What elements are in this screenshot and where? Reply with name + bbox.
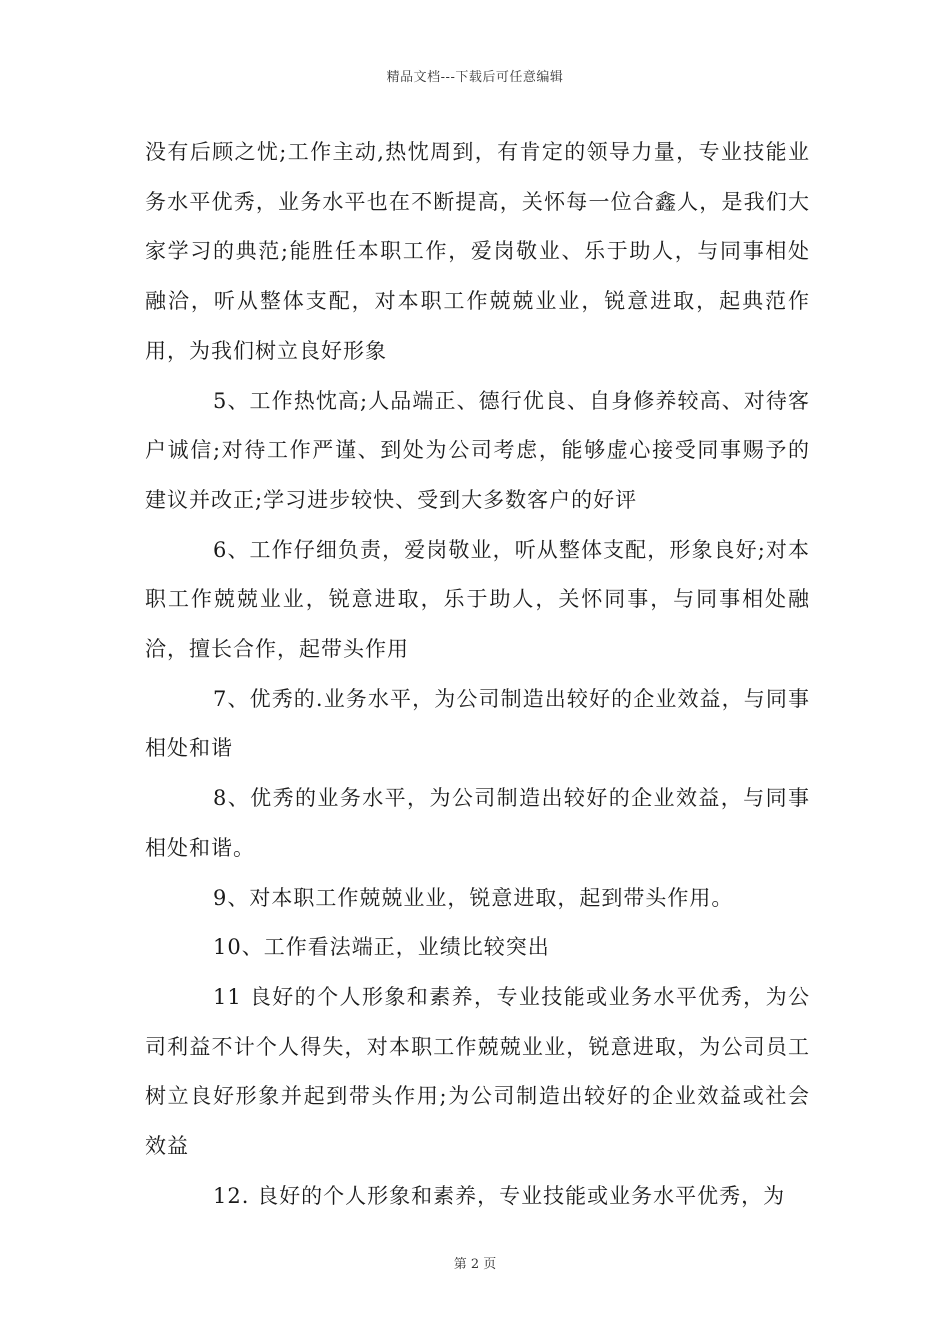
paragraph-item-5: 5、工作热忱高;人品端正、德行优良、自身修养较高、对待客户诚信;对待工作严谨、到处为公司考虑，能够虚心接受同事赐予的建议并改正;学习进步较快、受到大多数客户的好评 <box>145 388 810 512</box>
paragraph-item-7: 7、优秀的.业务水平，为公司制造出较好的企业效益，与同事相处和谐 <box>145 686 810 761</box>
paragraph-item-6: 6、工作仔细负责，爱岗敬业，听从整体支配，形象良好;对本职工作兢兢业业，锐意进取，乐于助人，关怀同事，与同事相处融洽，擅长合作，起带头作用 <box>145 537 810 662</box>
paragraph-item-10: 10、工作看法端正，业绩比较突出 <box>213 935 550 960</box>
paragraph-item-8: 8、优秀的业务水平，为公司制造出较好的企业效益，与同事相处和谐。 <box>145 786 810 860</box>
paragraph-item-9: 9、对本职工作兢兢业业，锐意进取，起到带头作用。 <box>213 885 734 910</box>
document-body <box>145 128 810 1221</box>
paragraph-continuation: 没有后顾之忧;工作主动,热忱周到，有肯定的领导力量，专业技能业务水平优秀，业务水平也在不断提高，关怀每一位合鑫人，是我们大家学习的典范;能胜任本职工作，爱岗敬业、乐于助人，与同事相处融洽，听从整体支配，对本职工作兢兢业业，锐意进取，起典范作用，为我们树立良好形象 <box>145 140 810 363</box>
page-number: 第 2 页 <box>453 1257 497 1272</box>
page-header: 精品文档---下载后可任意编辑 <box>386 70 564 85</box>
paragraph-item-11: 11 良好的个人形象和素养，专业技能或业务水平优秀，为公司利益不计个人得失，对本职工作兢兢业业，锐意进取，为公司员工树立良好形象并起到带头作用;为公司制造出较好的企业效益或社会效益 <box>145 984 810 1159</box>
paragraph-item-12: 12. 良好的个人形象和素养，专业技能或业务水平优秀，为 <box>213 1183 786 1208</box>
